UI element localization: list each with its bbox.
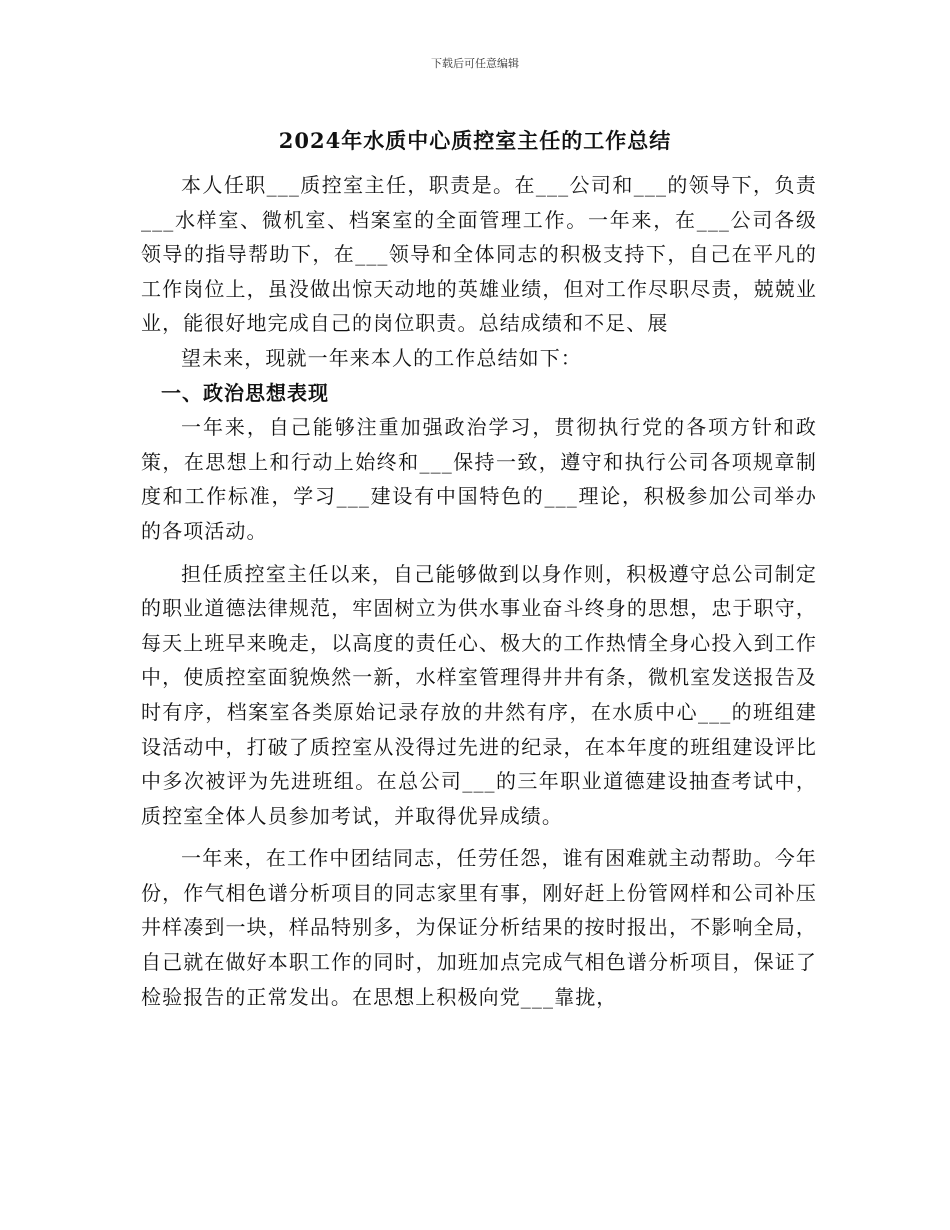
page-header-note: 下载后可任意编辑 — [431, 57, 519, 70]
paragraph-intro-continued: 望未来，现就一年来本人的工作总结如下： — [181, 345, 582, 370]
paragraph-role-conduct: 担任质控室主任以来，自己能够做到以身作则，积极遵守总公司制定的职业道德法律规范，牢固树立为供水事业奋斗终身的思想，忠于职守，每天上班早来晚走，以高度的责任心、极大的工作热情全身心投入到工作中，使质控室面貌焕然一新，水样室管理得井井有条，微机室发送报告及时有序，档案室各类原始记录存放的井然有序，在水质中心___的班组建设活动中，打破了质控室从没得过先进的纪录，在本年度的班组建设评比中多次被评为先进班组。在总公司___的三年职业道德建设抽查考试中，质控室全体人员参加考试，并取得优异成绩。 — [141, 561, 817, 828]
document-title: 2024年水质中心质控室主任的工作总结 — [278, 128, 672, 153]
paragraph-political-study: 一年来，自己能够注重加强政治学习，贯彻执行党的各项方针和政策，在思想上和行动上始终和___保持一致，遵守和执行公司各项规章制度和工作标准，学习___建设有中国特色的___理论，积极参加公司举办的各项活动。 — [141, 415, 817, 543]
document-body — [141, 168, 817, 1014]
paragraph-teamwork: 一年来，在工作中团结同志，任劳任怨，谁有困难就主动帮助。今年份，作气相色谱分析项目的同志家里有事，刚好赶上份管网样和公司补压井样凑到一块，样品特别多，为保证分析结果的按时报出，不影响全局，自己就在做好本职工作的同时，加班加点完成气相色谱分析项目，保证了检验报告的正常发出。在思想上积极向党___靠拢， — [141, 846, 817, 1009]
paragraph-intro: 本人任职___质控室主任，职责是。在___公司和___的领导下，负责___水样室、微机室、档案室的全面管理工作。一年来，在___公司各级领导的指导帮助下，在___领导和全体同志的积极支持下，自己在平凡的工作岗位上，虽没做出惊天动地的英雄业绩，但对工作尽职尽责，兢兢业业，能很好地完成自己的岗位职责。总结成绩和不足、展 — [141, 173, 817, 336]
section-heading-political: 一、政治思想表现 — [161, 380, 329, 405]
